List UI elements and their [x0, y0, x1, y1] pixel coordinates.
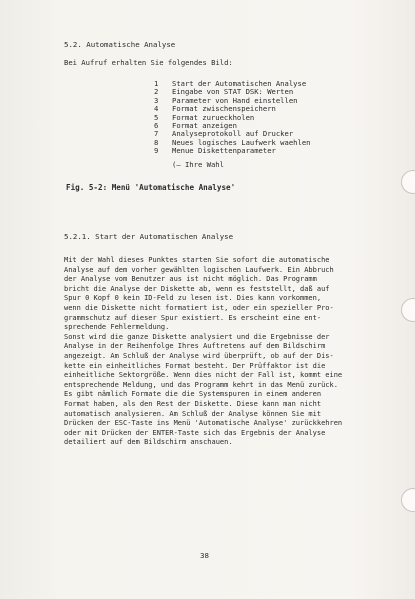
punch-hole — [401, 488, 415, 512]
menu-item-number: 6 — [154, 121, 159, 131]
body-text — [64, 256, 342, 448]
body-line: automatisch analysieren. Am Schluß der Analyse können Sie mit — [64, 409, 322, 418]
body-line: der Analyse vom Benutzer aus ist nicht möglich. Das Programm — [64, 275, 317, 284]
page-number: 38 — [200, 551, 209, 560]
body-line: oder mit Drücken der ENTER-Taste sich das Ergebnis der Analyse — [64, 428, 326, 437]
intro-text: Bei Aufruf erhalten Sie folgendes Bild: — [64, 58, 233, 67]
menu-item-label: Parameter von Hand einstellen — [172, 95, 298, 105]
body-line: bricht die Analyse der Diskette ab, wenn es feststellt, daß auf — [64, 284, 330, 293]
menu-item-number: 9 — [154, 146, 159, 156]
body-line: detailiert auf dem Bildschirm anschauen. — [64, 438, 233, 447]
menu-item-number: 8 — [154, 137, 159, 147]
choice-prompt: (— Ihre Wahl — [172, 159, 224, 169]
menu-item-label: Format anzeigen — [172, 121, 237, 131]
punch-hole — [401, 298, 415, 322]
body-line: Es gibt nämlich Formate die die Systemspuren in einem anderen — [64, 390, 322, 399]
menu-list — [154, 80, 310, 169]
menu-item-number: 1 — [154, 79, 159, 88]
menu-item-number: 3 — [154, 95, 159, 105]
figure-caption: Fig. 5-2: Menü 'Automatische Analyse' — [66, 183, 236, 192]
body-line: Format haben, als den Rest der Diskette. Diese kann man nicht — [64, 399, 322, 408]
body-line: sprechende Fehlermeldung. — [64, 323, 170, 332]
body-line: Sonst wird die ganze Diskette analysiert und die Ergebnisse der — [64, 332, 330, 341]
body-line: Analyse in der Reihenfolge Ihres Auftretens auf dem Bildschirm — [64, 342, 326, 351]
body-line: angezeigt. Am Schluß der Analyse wird überprüft, ob auf der Dis- — [64, 351, 334, 360]
section-title: 5.2. Automatische Analyse — [64, 40, 176, 49]
menu-item-number: 5 — [154, 112, 159, 122]
menu-item-label: Neues logisches Laufwerk waehlen — [172, 137, 311, 147]
body-line: kette ein einheitliches Format besteht. Der Prüffaktor ist die — [64, 361, 326, 370]
body-line: Mit der Wahl dieses Punktes starten Sie sofort die automatische — [64, 256, 330, 264]
menu-item-label: Format zwischenspeichern — [172, 104, 276, 114]
body-line: Spur 0 Kopf 0 kein ID-Feld zu lesen ist. Dies kann vorkommen, — [64, 294, 322, 303]
menu-item-label: Menue Diskettenparameter — [172, 146, 276, 156]
menu-item-label: Analyseprotokoll auf Drucker — [172, 129, 294, 139]
body-line: wenn die Diskette nicht formatiert ist, oder ein spezieller Pro- — [64, 303, 334, 312]
menu-item-label: Eingabe von STAT DSK: Werten — [172, 87, 294, 97]
menu-item-label: Format zurueckholen — [172, 112, 255, 122]
body-line: Analyse auf dem vorher gewählten logischen Laufwerk. Ein Abbruch — [64, 265, 334, 274]
menu-item-number: 7 — [154, 129, 159, 139]
body-line: einheitliche Sektorgröße. Wenn dies nicht der Fall ist, kommt eine — [64, 371, 343, 380]
body-line: Drücken der ESC-Taste ins Menü 'Automatische Analyse' zurückkehren — [64, 419, 343, 428]
body-line: entsprechende Meldung, und das Programm kehrt in das Menü zurück. — [64, 380, 338, 389]
menu-item-number: 4 — [154, 104, 159, 114]
subsection-title: 5.2.1. Start der Automatischen Analyse — [64, 232, 234, 241]
menu-item-number: 2 — [154, 87, 159, 97]
menu-item — [154, 147, 310, 155]
body-line: grammschutz auf dieser Spur existiert. Es erscheint eine ent- — [64, 313, 322, 322]
punch-hole — [401, 170, 415, 194]
menu-item-label: Start der Automatischen Analyse — [172, 79, 307, 88]
